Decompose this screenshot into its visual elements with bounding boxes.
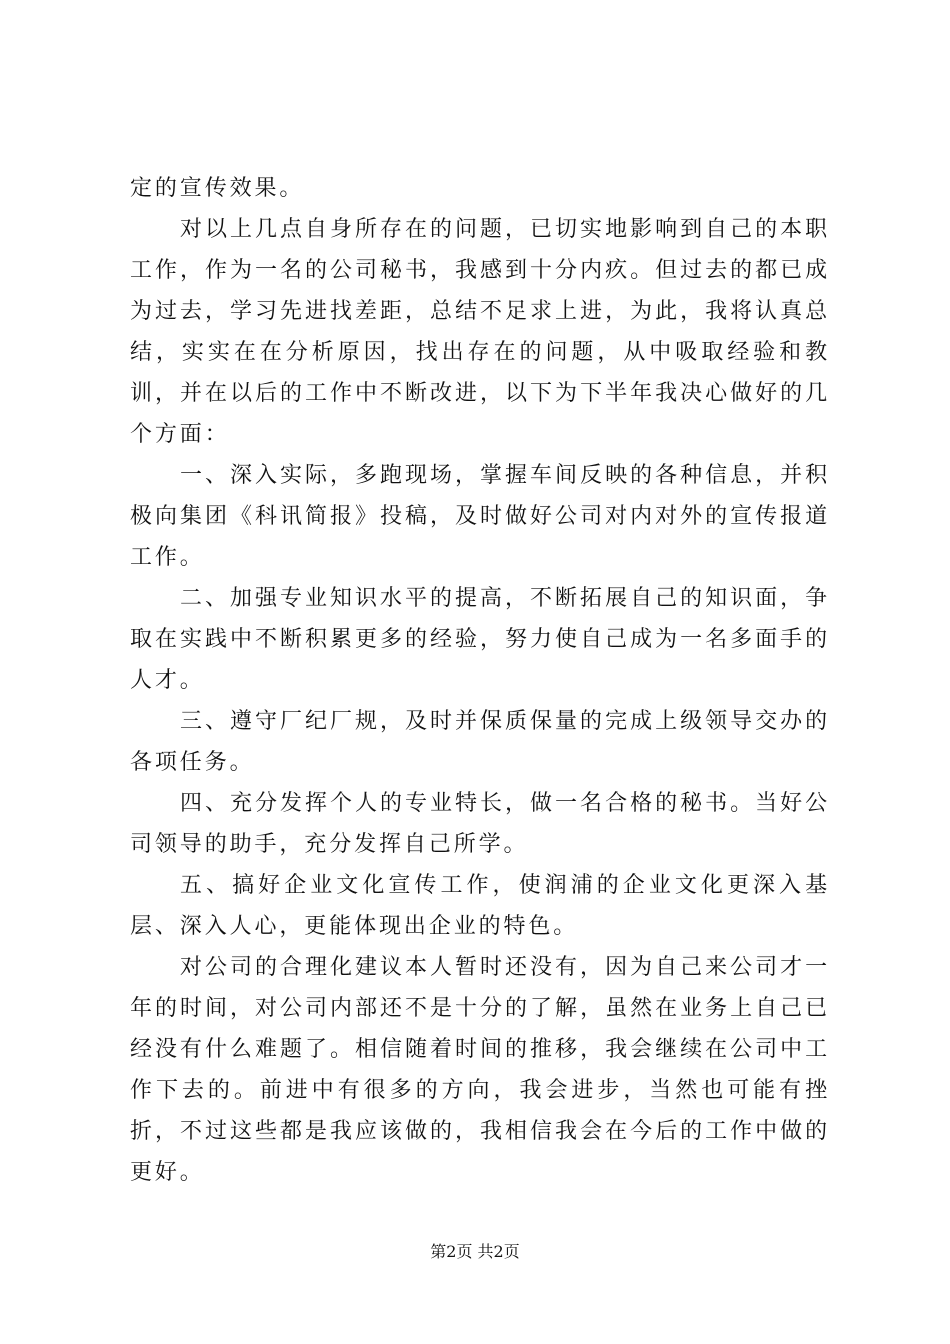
document-body xyxy=(130,168,830,1193)
paragraph-continuation: 定的宣传效果。 xyxy=(130,176,305,201)
paragraph-suggestions: 对公司的合理化建议本人暂时还没有，因为自己来公司才一年的时间，对公司内部还不是十分的了解，虽然在业务上自己已经没有什么难题了。相信随着时间的推移，我会继续在公司中工作下去的。前进中有很多的方向，我会进步，当然也可能有挫折，不过这些都是我应该做的，我相信我会在今后的工作中做的更好。 xyxy=(130,955,830,1185)
page-number-footer: 第2页 共2页 xyxy=(430,1242,520,1261)
paragraph-plan-item-1: 一、深入实际，多跑现场，掌握车间反映的各种信息，并积极向集团《科讯简报》投稿，及时做好公司对内对外的宣传报道工作。 xyxy=(130,463,830,570)
paragraph-plan-item-3: 三、遵守厂纪厂规，及时并保质保量的完成上级领导交办的各项任务。 xyxy=(130,709,830,775)
paragraph-problems-reflection: 对以上几点自身所存在的问题，已切实地影响到自己的本职工作，作为一名的公司秘书，我感到十分内疚。但过去的都已成为过去，学习先进找差距，总结不足求上进，为此，我将认真总结，实实在在分析原因，找出存在的问题，从中吸取经验和教训，并在以后的工作中不断改进，以下为下半年我决心做好的几个方面： xyxy=(130,217,830,447)
paragraph-plan-item-4: 四、充分发挥个人的专业特长，做一名合格的秘书。当好公司领导的助手，充分发挥自己所学。 xyxy=(130,791,830,857)
paragraph-plan-item-2: 二、加强专业知识水平的提高，不断拓展自己的知识面，争取在实践中不断积累更多的经验，努力使自己成为一名多面手的人才。 xyxy=(130,586,830,693)
paragraph-plan-item-5: 五、搞好企业文化宣传工作，使润浦的企业文化更深入基层、深入人心，更能体现出企业的特色。 xyxy=(130,873,830,939)
